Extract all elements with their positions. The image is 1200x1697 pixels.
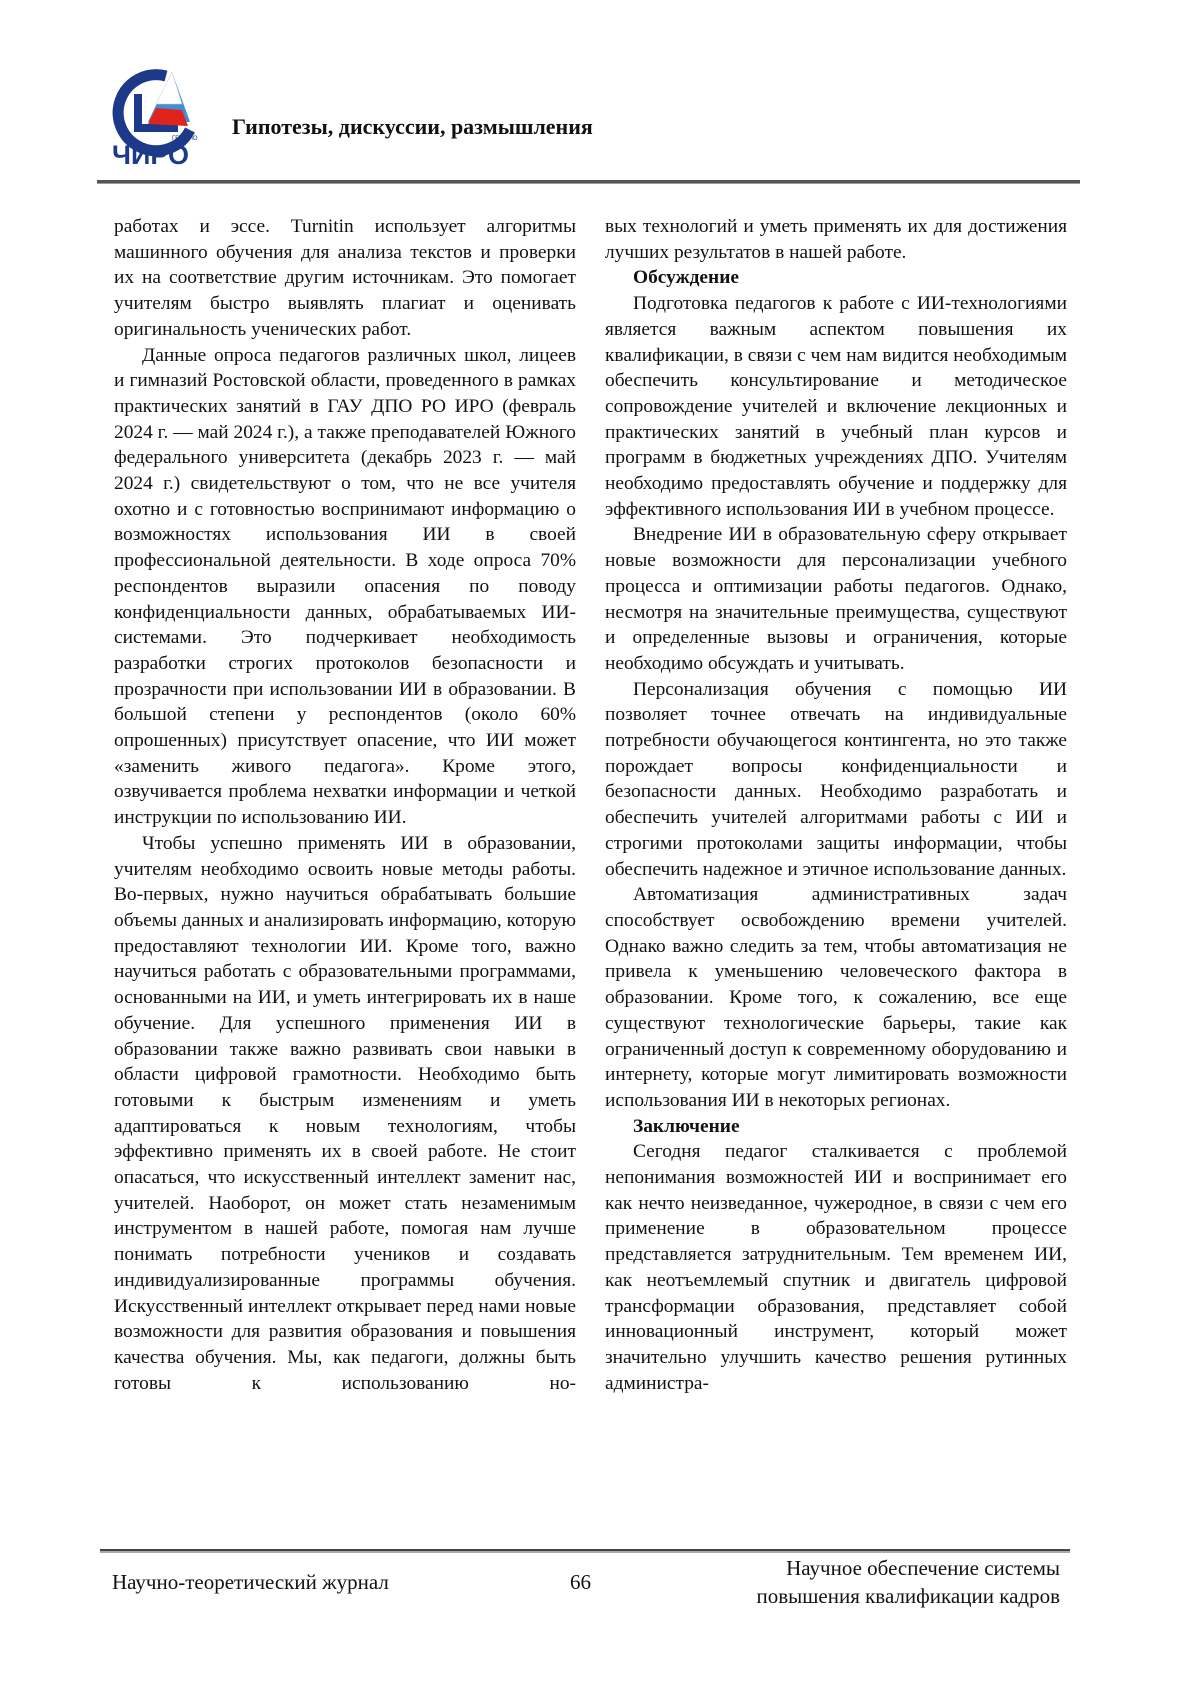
paragraph: Внедрение ИИ в образовательную сферу открывает новые возможности для персонализации учебного процесса и оптимизации работы педагогов. Однако, несмотря на значительные преимущества, существуют и определенные вызовы и ограничения, которые необходимо обсуждать и учитывать.	[605, 522, 1067, 676]
paragraph: Данные опроса педагогов различных школ, лицеев и гимназий Ростовской области, проведенного в рамках практических занятий в ГАУ ДПО РО ИРО (февраль 2024 г. — май 2024 г.), а также преподавателей Южного федерального университета (декабрь 2023 г. — май 2024 г.) свидетельствуют о том, что не все учителя охотно и с готовностью воспринимают информацию о возможностях использования ИИ в своей профессиональной деятельности. В ходе опроса 70% респондентов выразили опасения по поводу конфиденциальности данных, обрабатываемых ИИ-системами. Это подчеркивает необходимость разработки строгих протоколов безопасности и прозрачности при использовании ИИ в образовании. В большой степени у респондентов (около 60% опрошенных) присутствует опасение, что ИИ может «заменить живого педагога». Кроме этого, озвучивается проблема нехватки информации и четкой инструкции по использованию ИИ.	[114, 343, 576, 831]
header-divider	[97, 180, 1080, 184]
paragraph: Чтобы успешно применять ИИ в образовании, учителям необходимо освоить новые методы работы. Во-первых, нужно научиться обрабатывать большие объемы данных и анализировать информацию, которую предоставляют технологии ИИ. Кроме того, важно научиться работать с образовательными программами, основанными на ИИ, и уметь интегрировать их в наше обучение. Для успешного применения ИИ в образовании также важно развивать свои навыки в области цифровой грамотности. Необходимо быть готовыми к быстрым изменениям и уметь адаптироваться к новым технологиям, чтобы эффективно применять их в своей работе. Не стоит опасаться, что искусственный интеллект заменит нас, учителей. Наоборот, он может стать незаменимым инструментом в нашей работе, помогая нам лучше понимать потребности учеников и создавать индивидуализированные программы обучения. Искусственный интеллект открывает перед нами новые возможности для развития образования и повышения качества обучения. Мы, как педагоги, должны быть готовы к использованию но-	[114, 831, 576, 1396]
paragraph: вых технологий и уметь применять их для достижения лучших результатов в нашей работе.	[605, 214, 1067, 265]
conclusion-heading: Заключение	[605, 1114, 1067, 1140]
paragraph: Автоматизация административных задач способствует освобождению времени учителей. Однако важно следить за тем, чтобы автоматизация не привела к уменьшению человеческого фактора в образовании. Кроме того, к сожалению, все еще существуют технологические барьеры, такие как ограниченный доступ к современному оборудованию и интернету, которые могут лимитировать возможности использования ИИ в некоторых регионах.	[605, 882, 1067, 1113]
paragraph: Сегодня педагог сталкивается с проблемой непонимания возможностей ИИ и воспринимает его как нечто неизведанное, чужеродное, в связи с чем его применение в образовательном процессе представляется затруднительным. Тем временем ИИ, как неотъемлемый спутник и двигатель цифровой трансформации образования, представляет собой инновационный инструмент, который может значительно улучшить качество решения рутинных администра-	[605, 1139, 1067, 1396]
logo-subtext: ГБУ ДПО	[172, 136, 198, 142]
discussion-heading: Обсуждение	[605, 265, 1067, 291]
journal-title-line: Научное обеспечение системы	[756, 1554, 1060, 1582]
paragraph: работах и эссе. Turnitin использует алгоритмы машинного обучения для анализа текстов и проверки их на соответствие другим источникам. Это помогает учителям быстро выявлять плагиат и оценивать оригинальность ученических работ.	[114, 214, 576, 343]
logo-text: ЧИРО	[112, 140, 189, 171]
journal-title	[756, 1554, 1060, 1610]
paragraph: Подготовка педагогов к работе с ИИ-технологиями является важным аспектом повышения их квалификации, в связи с чем нам видится необходимым обеспечить консультирование и методическое сопровождение учителей и включение лекционных и практических занятий в учебный план курсов и программ в бюджетных учреждениях ДПО. Учителям необходимо предоставлять обучение и поддержку для эффективного использования ИИ в учебном процессе.	[605, 291, 1067, 522]
page-number: 66	[570, 1568, 591, 1596]
left-column	[114, 214, 576, 1396]
journal-type: Научно-теоретический журнал	[112, 1568, 389, 1596]
right-column	[605, 214, 1067, 1396]
section-title: Гипотезы, дискуссии, размышления	[232, 114, 593, 140]
footer-divider	[100, 1549, 1070, 1553]
paragraph: Персонализация обучения с помощью ИИ позволяет точнее отвечать на индивидуальные потребности обучающегося контингента, но это также порождает вопросы конфиденциальности и безопасности данных. Необходимо разработать и обеспечить учителей алгоритмами работы с ИИ и строгими протоколами защиты информации, чтобы обеспечить надежное и этичное использование данных.	[605, 677, 1067, 883]
journal-title-line: повышения квалификации кадров	[756, 1582, 1060, 1610]
